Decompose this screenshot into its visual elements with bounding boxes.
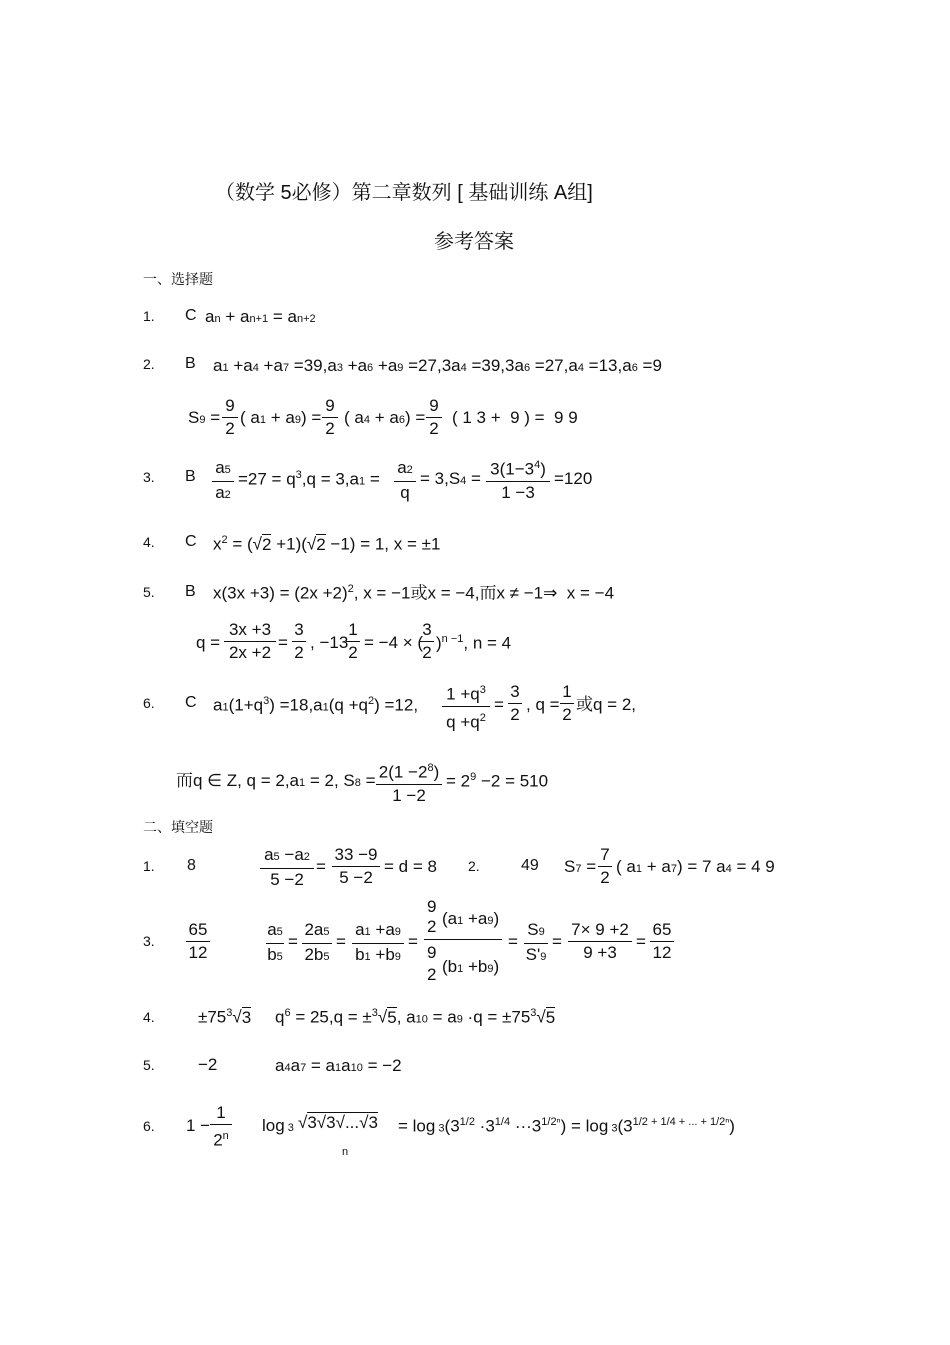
fraction: a2 q xyxy=(394,458,416,503)
solution-line: , −13 xyxy=(310,633,349,652)
underbrace-label: n xyxy=(342,1146,349,1158)
solution-line: = xyxy=(288,932,298,951)
fraction: $2(1 -2^8)$ 1 −2 xyxy=(376,758,442,806)
fraction-bar xyxy=(424,939,502,940)
solution-line: = $2^9 -2 = 510$ xyxy=(446,771,549,791)
item-number: 5. xyxy=(143,584,155,600)
solution-line: q = xyxy=(196,633,221,652)
solution-line: = xyxy=(552,932,562,951)
fraction: 3 2 xyxy=(508,682,522,725)
solution-line: log 3 xyxy=(262,1116,294,1135)
solution-line: $=27 = q^3,q = 3,a1$ = xyxy=(238,469,380,489)
section-fill-heading: 二、填空题 xyxy=(143,819,213,835)
solution-line: , q = xyxy=(526,695,560,714)
solution-line: S7 = xyxy=(564,857,597,876)
solution-line: 或q = 2, xyxy=(576,695,637,714)
fraction: 1 2$^n$ xyxy=(210,1103,232,1151)
item-number: 3. xyxy=(143,933,155,949)
item-number: 4. xyxy=(143,1009,155,1025)
item-answer: −2 xyxy=(198,1055,218,1074)
solution-line: ( a4 + a6) = xyxy=(344,408,426,427)
item-number: 4. xyxy=(143,534,155,550)
solution-line: = xyxy=(494,695,504,714)
solution-line: = xyxy=(336,932,346,951)
solution-line: ( a1 + a7) = 7 a4 = 4 9 xyxy=(616,857,775,876)
fraction: a5 b5 xyxy=(267,920,283,964)
item-number: 2. xyxy=(143,356,155,372)
solution-line: 2 xyxy=(427,965,437,984)
item-number: 3. xyxy=(143,469,155,485)
page-title: （数学 5必修）第二章数列 [ 基础训练 A组] xyxy=(215,182,593,204)
solution-line: = −4 × ( xyxy=(364,633,424,652)
item-answer: 8 xyxy=(187,857,196,874)
page-subtitle: 参考答案 xyxy=(434,231,514,253)
solution-line: $x^2 = (√2 +1)(√2 -1) = 1$, x = ±1 xyxy=(213,534,441,554)
fraction: 2a5 2b5 xyxy=(302,920,332,967)
fraction: a5 −a2 5 −2 xyxy=(260,845,314,890)
fraction: 9 2 xyxy=(322,396,338,439)
item-answer: $\pm 75^3√3$ xyxy=(198,1007,252,1027)
solution-line: $q^6 = 25,q = \pm^3√5$, $a10 = a9 \cdot q = \pm 75^3√5$ xyxy=(275,1007,556,1027)
fraction: 3x +3 2x +2 xyxy=(224,620,276,663)
item-answer: B xyxy=(185,468,196,485)
fraction: 3 2 xyxy=(420,620,434,663)
fraction: a1 +a9 b1 +b9 xyxy=(352,920,404,967)
fraction: $1 +q^3$ $q +q^2$ xyxy=(442,680,490,732)
solution-line: = xyxy=(508,932,518,951)
fraction: a5 a2 xyxy=(212,458,234,505)
item-number: 5. xyxy=(143,1057,155,1073)
solution-line: (a1 +a9) xyxy=(442,909,500,928)
solution-line: =120 xyxy=(554,469,593,488)
fraction: 33 −9 5 −2 xyxy=(332,845,380,888)
fraction: 1 2 xyxy=(346,620,360,663)
solution-line: 而q ∈ Z, q = 2,a1 = 2, S8 = xyxy=(176,771,376,790)
solution-line: 9 xyxy=(427,897,437,916)
item-number: 6. xyxy=(143,695,155,711)
item-answer: C xyxy=(185,533,197,550)
solution-line: )$^{n -1}$, n = 4 xyxy=(436,633,512,653)
item-number: 2. xyxy=(468,858,480,874)
item-number: 6. xyxy=(143,1118,155,1134)
solution-line: = $\log 3(3^{1/2} \cdot 3^{1/4} \cdot\cdot\cdot 3^{1/2^n}) = \log 3(3^{1/2 + 1/4 + ... + 1/2^n})$ xyxy=(398,1116,735,1136)
fraction: $3(1-3^4)$ 1 −3 xyxy=(486,455,550,503)
solution-line: 2 xyxy=(427,917,437,936)
fraction: 1 2 xyxy=(560,682,574,725)
solution-line: a1 +a4 +a7 =39,a3 +a6 +a9 =27,3a4 =39,3a6 =27,a4 =13,a6 =9 xyxy=(213,356,662,375)
item-answer: B xyxy=(185,355,196,372)
solution-line: = xyxy=(316,857,326,876)
solution-line: ( a1 + a9) = xyxy=(240,408,322,427)
solution-line: = xyxy=(636,932,646,951)
item-number: 1. xyxy=(143,858,155,874)
solution-line: 9 xyxy=(427,943,437,962)
item-number: 1. xyxy=(143,308,155,324)
solution-line: (b1 +b9) xyxy=(442,957,500,976)
solution-line: = 3,S4 = xyxy=(420,469,481,488)
item-answer: 49 xyxy=(521,857,539,874)
solution-line: S9 = xyxy=(188,408,221,427)
fraction: 65 12 xyxy=(186,920,210,963)
fraction: S9 S'9 xyxy=(525,920,547,964)
solution-line: = xyxy=(408,932,418,951)
solution-line: $a1(1+q^3) =18,a1(q +q^2) =12$, xyxy=(213,695,419,715)
item-answer: 1 − xyxy=(186,1116,211,1135)
fraction: 3 2 xyxy=(292,620,306,663)
solution-line: = xyxy=(278,633,288,652)
solution-line: = d = 8 xyxy=(384,857,437,876)
solution-line: √3√3√...√3 xyxy=(298,1113,378,1132)
section-choice-heading: 一、选择题 xyxy=(143,271,213,287)
item-answer: C xyxy=(185,694,197,711)
fraction: 9 2 xyxy=(426,396,442,439)
fraction: 65 12 xyxy=(650,920,674,963)
solution-line: a4a7 = a1a10 = −2 xyxy=(275,1056,402,1075)
solution-line: $x(3x +3) = (2x +2)^2$, x = −1或x = −4,而x ≠ −1⇒ x = −4 xyxy=(213,583,615,603)
fraction: 7× 9 +2 9 +3 xyxy=(568,920,632,963)
fraction: 9 2 xyxy=(222,396,238,439)
solution-line: ( 1 3 + 9 ) = 9 9 xyxy=(452,408,578,427)
item-answer: C xyxy=(185,307,197,324)
item-answer: B xyxy=(185,583,196,600)
solution-line: an + an+1 = an+2 xyxy=(205,307,316,326)
fraction: 7 2 xyxy=(598,845,612,888)
